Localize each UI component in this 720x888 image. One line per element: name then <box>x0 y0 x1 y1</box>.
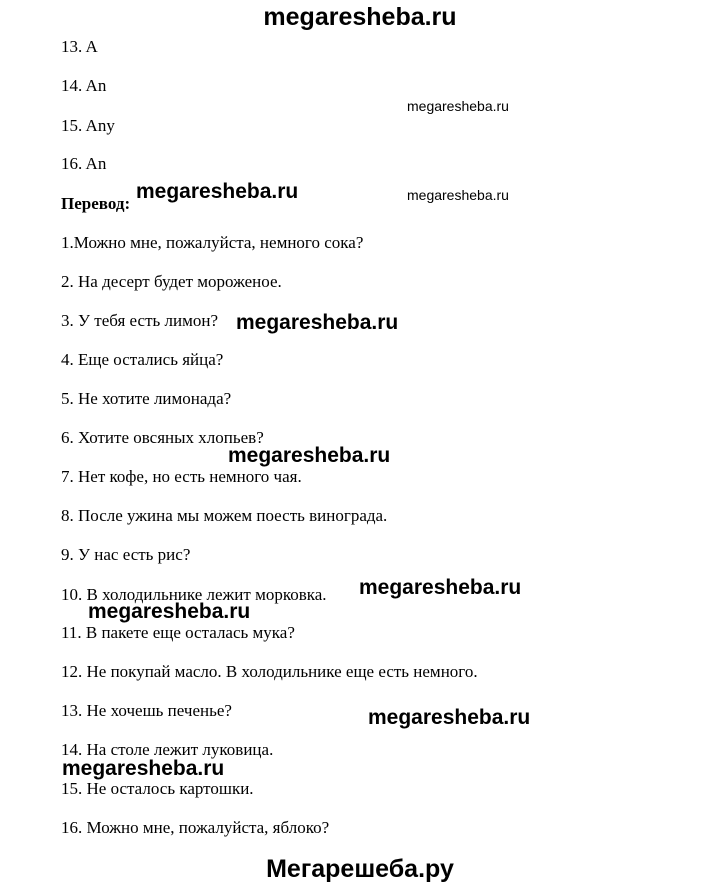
watermark: megaresheba.ru <box>88 600 251 623</box>
watermark: megaresheba.ru <box>136 180 299 203</box>
translation-line: 13. Не хочешь печенье? <box>61 701 232 720</box>
watermark: megaresheba.ru <box>368 706 531 729</box>
translation-line: 7. Нет кофе, но есть немного чая. <box>61 467 302 486</box>
translation-line: 12. Не покупай масло. В холодильнике еще есть немного. <box>61 662 478 681</box>
watermark: megaresheba.ru <box>407 187 509 203</box>
translation-line: 10. В холодильнике лежит морковка. <box>61 585 327 604</box>
translation-line: 1.Можно мне, пожалуйста, немного сока? <box>61 233 364 252</box>
watermark: megaresheba.ru <box>62 757 225 780</box>
watermark: megaresheba.ru <box>359 576 522 599</box>
translation-heading: Перевод: <box>61 194 131 213</box>
watermark: megaresheba.ru <box>236 311 399 334</box>
answer-line: 14. An <box>61 76 107 95</box>
translation-line: 16. Можно мне, пожалуйста, яблоко? <box>61 818 330 837</box>
translation-line: 6. Хотите овсяных хлопьев? <box>61 428 264 447</box>
translation-line: 5. Не хотите лимонада? <box>61 389 232 408</box>
translation-line: 14. На столе лежит луковица. <box>61 740 274 759</box>
header-watermark: megaresheba.ru <box>263 3 457 31</box>
watermark: megaresheba.ru <box>407 98 509 114</box>
translation-line: 8. После ужина мы можем поесть винограда. <box>61 506 388 525</box>
watermark: megaresheba.ru <box>228 444 391 467</box>
translation-line: 2. На десерт будет мороженое. <box>61 272 282 291</box>
footer-watermark: Мегарешеба.ру <box>266 855 454 883</box>
answer-line: 16. An <box>61 154 107 173</box>
translation-line: 3. У тебя есть лимон? <box>61 311 218 330</box>
translation-line: 15. Не осталось картошки. <box>61 779 254 798</box>
answer-line: 15. Any <box>61 116 115 135</box>
translation-line: 9. У нас есть рис? <box>61 545 191 564</box>
answer-line: 13. A <box>61 37 98 56</box>
translation-line: 4. Еще остались яйца? <box>61 350 224 369</box>
translation-line: 11. В пакете еще осталась мука? <box>61 623 295 642</box>
